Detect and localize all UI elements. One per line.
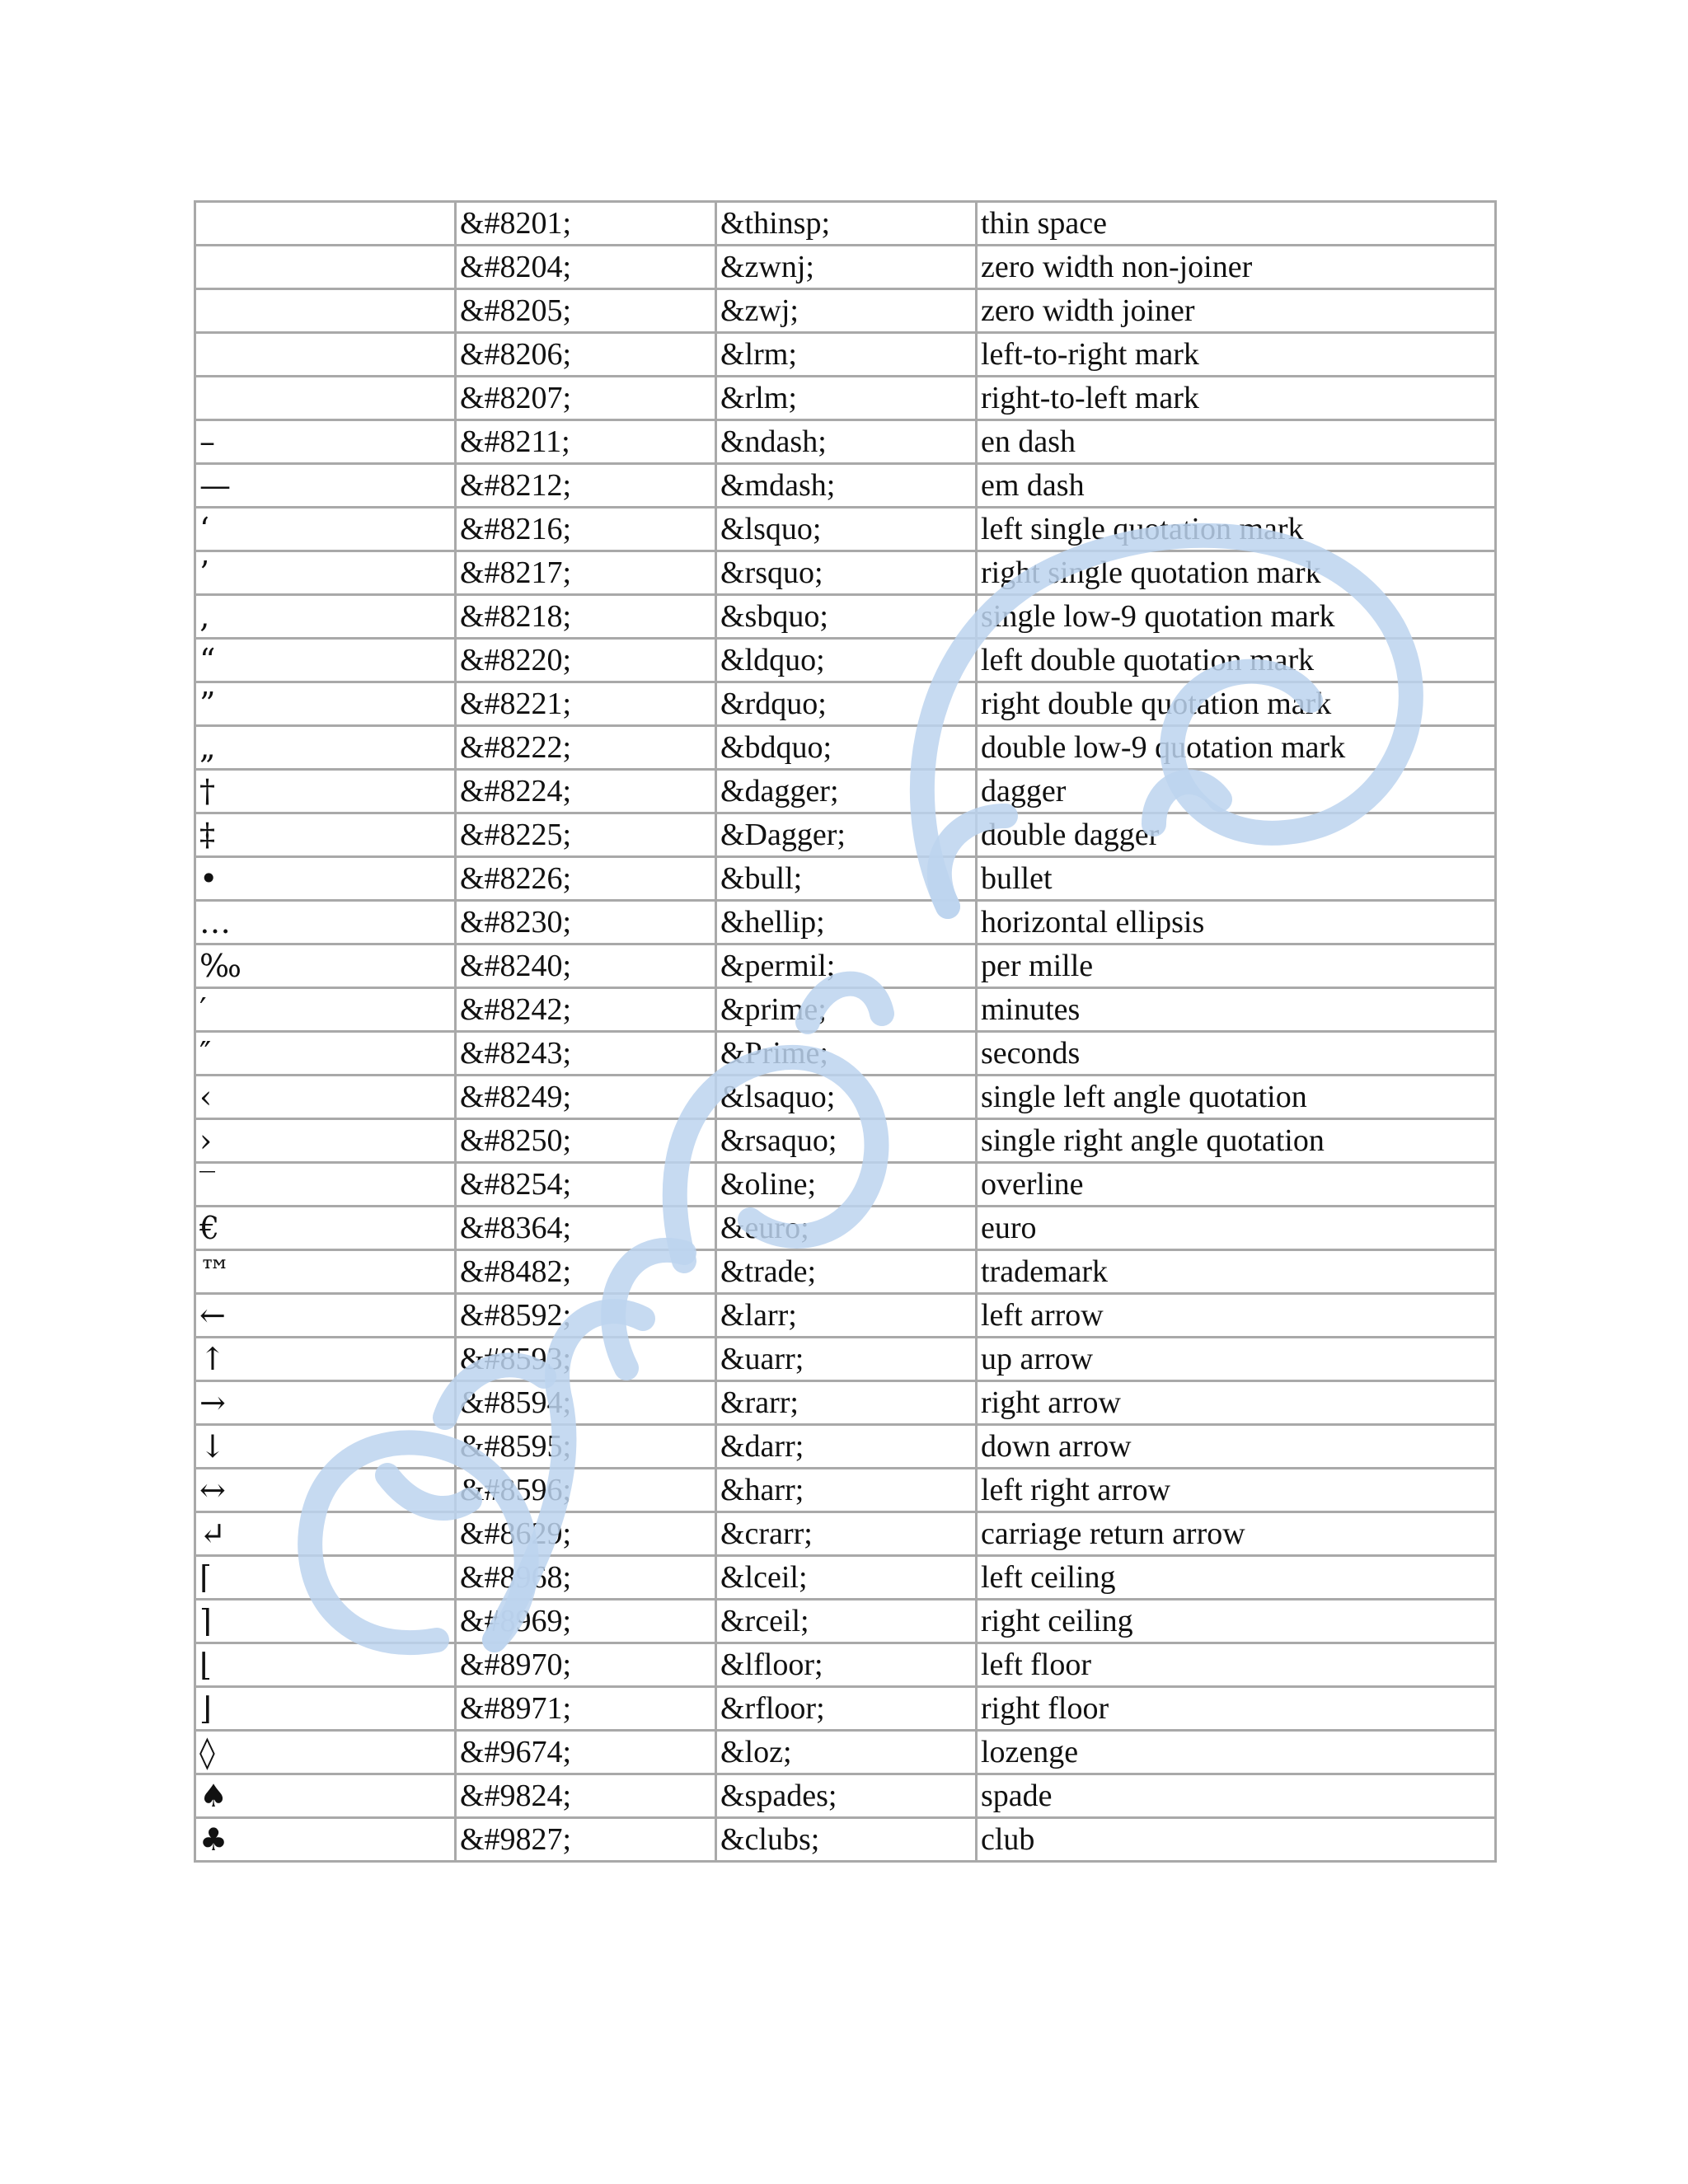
table-row xyxy=(195,1731,1496,1774)
table-row xyxy=(195,1687,1496,1731)
cell-named-entity: &rceil; xyxy=(716,1600,977,1643)
cell-character: ↔ xyxy=(195,1469,456,1512)
cell-named-entity: &rdquo; xyxy=(716,682,977,726)
table-row xyxy=(195,1032,1496,1076)
cell-character: ← xyxy=(195,1294,456,1338)
table-row xyxy=(195,1076,1496,1119)
cell-numeric-code: &#8224; xyxy=(456,770,716,813)
cell-named-entity: &Dagger; xyxy=(716,813,977,857)
cell-numeric-code: &#8225; xyxy=(456,813,716,857)
cell-numeric-code: &#8220; xyxy=(456,639,716,682)
table-row xyxy=(195,1163,1496,1207)
cell-description: right arrow xyxy=(977,1381,1496,1425)
cell-numeric-code: &#8242; xyxy=(456,988,716,1032)
cell-character: ‚ xyxy=(195,595,456,639)
cell-numeric-code: &#8240; xyxy=(456,944,716,988)
cell-character: ‾ xyxy=(195,1163,456,1207)
table-row xyxy=(195,1250,1496,1294)
table-row xyxy=(195,682,1496,726)
table-row xyxy=(195,1556,1496,1600)
cell-character: ↑ xyxy=(195,1338,456,1381)
cell-description: overline xyxy=(977,1163,1496,1207)
table-row xyxy=(195,639,1496,682)
cell-numeric-code: &#8482; xyxy=(456,1250,716,1294)
cell-character xyxy=(195,377,456,420)
cell-numeric-code: &#8243; xyxy=(456,1032,716,1076)
cell-character xyxy=(195,333,456,377)
cell-named-entity: &lrm; xyxy=(716,333,977,377)
cell-description: left floor xyxy=(977,1643,1496,1687)
cell-character: ◊ xyxy=(195,1731,456,1774)
table-row xyxy=(195,1381,1496,1425)
cell-description: right single quotation mark xyxy=(977,551,1496,595)
table-row xyxy=(195,1207,1496,1250)
cell-character: ‹ xyxy=(195,1076,456,1119)
cell-description: bullet xyxy=(977,857,1496,901)
cell-numeric-code: &#8970; xyxy=(456,1643,716,1687)
cell-character: ⌋ xyxy=(195,1687,456,1731)
cell-numeric-code: &#8250; xyxy=(456,1119,716,1163)
cell-numeric-code: &#8592; xyxy=(456,1294,716,1338)
cell-character: → xyxy=(195,1381,456,1425)
cell-numeric-code: &#8205; xyxy=(456,289,716,333)
table-row xyxy=(195,770,1496,813)
table-row xyxy=(195,726,1496,770)
cell-character: ‰ xyxy=(195,944,456,988)
table-row xyxy=(195,1774,1496,1818)
cell-named-entity: &zwnj; xyxy=(716,246,977,289)
table-row xyxy=(195,333,1496,377)
cell-named-entity: &trade; xyxy=(716,1250,977,1294)
cell-named-entity: &thinsp; xyxy=(716,202,977,246)
cell-character: – xyxy=(195,420,456,464)
table-row xyxy=(195,1643,1496,1687)
cell-named-entity: &sbquo; xyxy=(716,595,977,639)
cell-numeric-code: &#8629; xyxy=(456,1512,716,1556)
cell-description: down arrow xyxy=(977,1425,1496,1469)
cell-description: zero width non-joiner xyxy=(977,246,1496,289)
cell-character: ↓ xyxy=(195,1425,456,1469)
cell-numeric-code: &#8204; xyxy=(456,246,716,289)
cell-description: single low-9 quotation mark xyxy=(977,595,1496,639)
cell-description: single right angle quotation xyxy=(977,1119,1496,1163)
cell-numeric-code: &#8216; xyxy=(456,508,716,551)
cell-character: ↵ xyxy=(195,1512,456,1556)
cell-named-entity: &ndash; xyxy=(716,420,977,464)
cell-named-entity: &spades; xyxy=(716,1774,977,1818)
cell-character: ⌉ xyxy=(195,1600,456,1643)
table-row xyxy=(195,813,1496,857)
cell-character: ” xyxy=(195,682,456,726)
cell-description: double low-9 quotation mark xyxy=(977,726,1496,770)
entity-table-body xyxy=(195,202,1496,1862)
cell-character: ♠ xyxy=(195,1774,456,1818)
cell-character: ‘ xyxy=(195,508,456,551)
table-row xyxy=(195,1338,1496,1381)
cell-named-entity: &bull; xyxy=(716,857,977,901)
cell-description: club xyxy=(977,1818,1496,1862)
cell-description: left ceiling xyxy=(977,1556,1496,1600)
cell-named-entity: &larr; xyxy=(716,1294,977,1338)
table-row xyxy=(195,944,1496,988)
cell-character: … xyxy=(195,901,456,944)
cell-character xyxy=(195,202,456,246)
cell-numeric-code: &#8212; xyxy=(456,464,716,508)
table-row xyxy=(195,246,1496,289)
cell-numeric-code: &#8968; xyxy=(456,1556,716,1600)
cell-description: right ceiling xyxy=(977,1600,1496,1643)
cell-character: “ xyxy=(195,639,456,682)
cell-numeric-code: &#9674; xyxy=(456,1731,716,1774)
cell-description: up arrow xyxy=(977,1338,1496,1381)
cell-character xyxy=(195,289,456,333)
cell-numeric-code: &#8230; xyxy=(456,901,716,944)
cell-description: left right arrow xyxy=(977,1469,1496,1512)
cell-character xyxy=(195,246,456,289)
cell-numeric-code: &#8594; xyxy=(456,1381,716,1425)
cell-named-entity: &zwj; xyxy=(716,289,977,333)
cell-description: spade xyxy=(977,1774,1496,1818)
cell-character: ″ xyxy=(195,1032,456,1076)
table-row xyxy=(195,508,1496,551)
cell-named-entity: &ldquo; xyxy=(716,639,977,682)
cell-numeric-code: &#8218; xyxy=(456,595,716,639)
cell-numeric-code: &#8969; xyxy=(456,1600,716,1643)
cell-description: left-to-right mark xyxy=(977,333,1496,377)
cell-character: † xyxy=(195,770,456,813)
cell-named-entity: &lsaquo; xyxy=(716,1076,977,1119)
cell-character: ⌊ xyxy=(195,1643,456,1687)
cell-numeric-code: &#8593; xyxy=(456,1338,716,1381)
table-row xyxy=(195,202,1496,246)
cell-numeric-code: &#8221; xyxy=(456,682,716,726)
cell-description: en dash xyxy=(977,420,1496,464)
cell-numeric-code: &#8207; xyxy=(456,377,716,420)
cell-named-entity: &crarr; xyxy=(716,1512,977,1556)
cell-numeric-code: &#9824; xyxy=(456,1774,716,1818)
cell-numeric-code: &#8595; xyxy=(456,1425,716,1469)
cell-numeric-code: &#8206; xyxy=(456,333,716,377)
cell-description: right floor xyxy=(977,1687,1496,1731)
cell-description: single left angle quotation xyxy=(977,1076,1496,1119)
table-row xyxy=(195,1600,1496,1643)
cell-description: right double quotation mark xyxy=(977,682,1496,726)
cell-character: › xyxy=(195,1119,456,1163)
cell-named-entity: &Prime; xyxy=(716,1032,977,1076)
cell-character: ♣ xyxy=(195,1818,456,1862)
cell-named-entity: &rfloor; xyxy=(716,1687,977,1731)
table-row xyxy=(195,1469,1496,1512)
cell-description: carriage return arrow xyxy=(977,1512,1496,1556)
cell-description: left double quotation mark xyxy=(977,639,1496,682)
cell-description: double dagger xyxy=(977,813,1496,857)
cell-numeric-code: &#8201; xyxy=(456,202,716,246)
cell-numeric-code: &#8211; xyxy=(456,420,716,464)
cell-description: minutes xyxy=(977,988,1496,1032)
cell-description: thin space xyxy=(977,202,1496,246)
table-row xyxy=(195,857,1496,901)
cell-named-entity: &rlm; xyxy=(716,377,977,420)
cell-named-entity: &rsaquo; xyxy=(716,1119,977,1163)
cell-description: per mille xyxy=(977,944,1496,988)
cell-named-entity: &dagger; xyxy=(716,770,977,813)
cell-named-entity: &clubs; xyxy=(716,1818,977,1862)
cell-numeric-code: &#8226; xyxy=(456,857,716,901)
cell-numeric-code: &#8254; xyxy=(456,1163,716,1207)
cell-character: „ xyxy=(195,726,456,770)
cell-numeric-code: &#8217; xyxy=(456,551,716,595)
cell-character: ™ xyxy=(195,1250,456,1294)
table-row xyxy=(195,551,1496,595)
table-row xyxy=(195,595,1496,639)
cell-character: ’ xyxy=(195,551,456,595)
table-row xyxy=(195,420,1496,464)
cell-named-entity: &mdash; xyxy=(716,464,977,508)
table-row xyxy=(195,901,1496,944)
table-row xyxy=(195,1512,1496,1556)
cell-named-entity: &loz; xyxy=(716,1731,977,1774)
cell-character: • xyxy=(195,857,456,901)
cell-named-entity: &lfloor; xyxy=(716,1643,977,1687)
cell-named-entity: &harr; xyxy=(716,1469,977,1512)
cell-named-entity: &rsquo; xyxy=(716,551,977,595)
cell-description: seconds xyxy=(977,1032,1496,1076)
cell-named-entity: &bdquo; xyxy=(716,726,977,770)
cell-numeric-code: &#9827; xyxy=(456,1818,716,1862)
table-row xyxy=(195,289,1496,333)
cell-numeric-code: &#8971; xyxy=(456,1687,716,1731)
cell-numeric-code: &#8249; xyxy=(456,1076,716,1119)
cell-named-entity: &lceil; xyxy=(716,1556,977,1600)
cell-description: left arrow xyxy=(977,1294,1496,1338)
cell-named-entity: &prime; xyxy=(716,988,977,1032)
cell-character: — xyxy=(195,464,456,508)
cell-description: em dash xyxy=(977,464,1496,508)
cell-description: zero width joiner xyxy=(977,289,1496,333)
cell-named-entity: &permil; xyxy=(716,944,977,988)
cell-description: right-to-left mark xyxy=(977,377,1496,420)
cell-named-entity: &lsquo; xyxy=(716,508,977,551)
cell-named-entity: &hellip; xyxy=(716,901,977,944)
cell-named-entity: &rarr; xyxy=(716,1381,977,1425)
table-row xyxy=(195,1818,1496,1862)
cell-description: dagger xyxy=(977,770,1496,813)
table-row xyxy=(195,1294,1496,1338)
table-row xyxy=(195,1119,1496,1163)
cell-character: ′ xyxy=(195,988,456,1032)
entity-table xyxy=(194,200,1497,1863)
cell-named-entity: &oline; xyxy=(716,1163,977,1207)
cell-numeric-code: &#8364; xyxy=(456,1207,716,1250)
cell-numeric-code: &#8222; xyxy=(456,726,716,770)
cell-named-entity: &darr; xyxy=(716,1425,977,1469)
table-row xyxy=(195,1425,1496,1469)
cell-named-entity: &uarr; xyxy=(716,1338,977,1381)
cell-named-entity: &euro; xyxy=(716,1207,977,1250)
table-row xyxy=(195,988,1496,1032)
cell-description: horizontal ellipsis xyxy=(977,901,1496,944)
cell-numeric-code: &#8596; xyxy=(456,1469,716,1512)
cell-description: euro xyxy=(977,1207,1496,1250)
table-row xyxy=(195,377,1496,420)
cell-description: left single quotation mark xyxy=(977,508,1496,551)
cell-description: lozenge xyxy=(977,1731,1496,1774)
cell-character: ⌈ xyxy=(195,1556,456,1600)
cell-character: ‡ xyxy=(195,813,456,857)
cell-character: € xyxy=(195,1207,456,1250)
table-row xyxy=(195,464,1496,508)
cell-description: trademark xyxy=(977,1250,1496,1294)
